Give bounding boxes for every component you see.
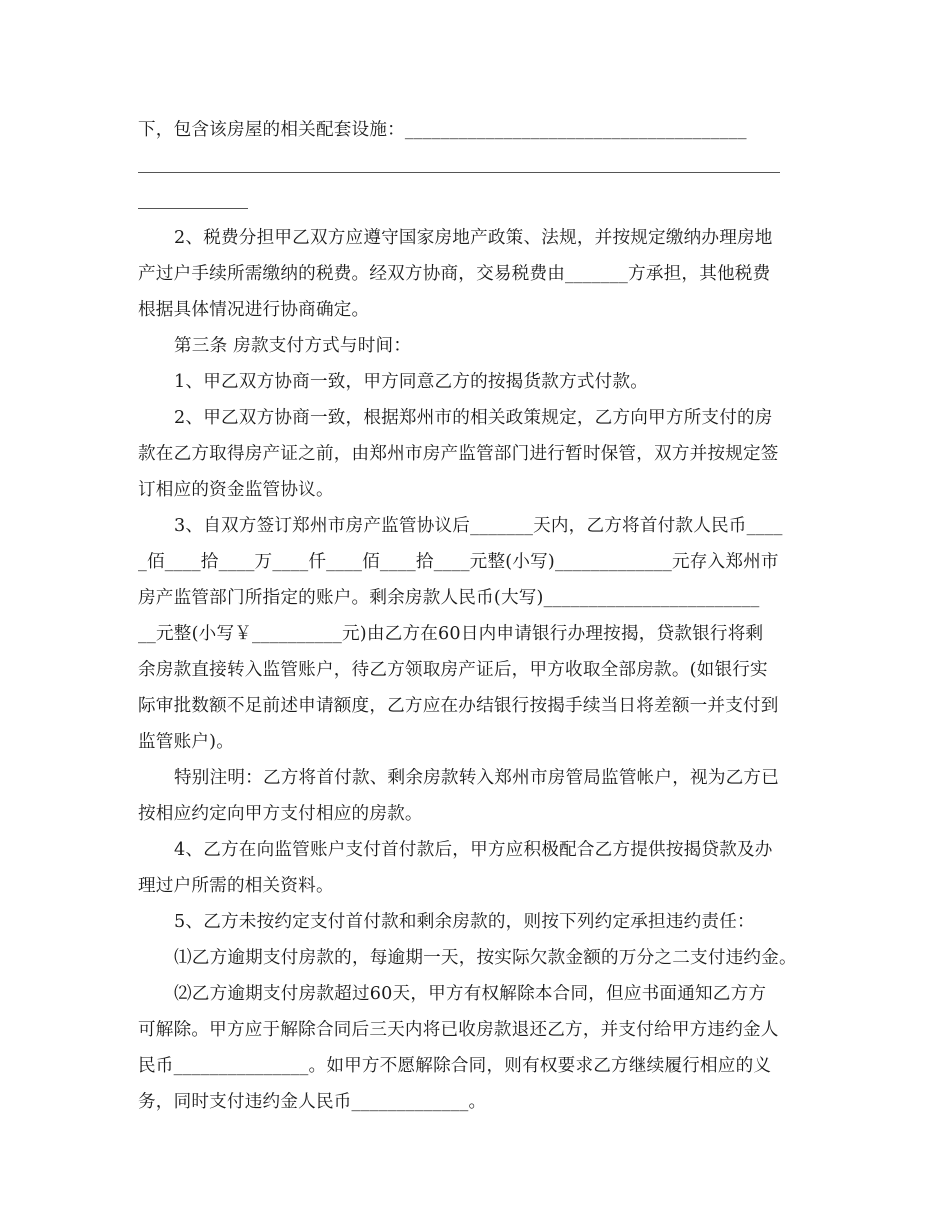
article-3-item-2-line-1: 2、甲乙双方协商一致，根据郑州市的相关政策规定，乙方向甲方所支付的房 <box>174 408 773 428</box>
article-3-heading: 第三条 房款支付方式与时间： <box>174 336 412 356</box>
clause-2-tax-line-1: 2、税费分担甲乙双方应遵守国家房地产政策、法规，并按规定缴纳办理房地 <box>174 228 773 248</box>
contract-page <box>138 112 818 1120</box>
special-note-line-2: 按相应约定向甲方支付相应的房款。 <box>138 804 423 824</box>
article-3-item-3-line-3: 房产监管部门所指定的账户。剩余房款人民币(大写)________________________ <box>138 588 760 608</box>
blank-underline-short <box>138 184 818 220</box>
article-3-item-2-line-3: 订相应的资金监管协议。 <box>138 480 334 500</box>
clause-2-tax-line-2: 产过户手续所需缴纳的税费。经双方协商，交易税费由_______方承担，其他税费 <box>138 264 771 284</box>
article-3-item-3-line-1: 3、自双方签订郑州市房产监管协议后_______天内，乙方将首付款人民币____ <box>174 516 783 536</box>
article-3-item-4-line-2: 理过户所需的相关资料。 <box>138 876 334 896</box>
clause-2-tax-line-3: 根据具体情况进行协商确定。 <box>138 300 370 320</box>
article-3-item-3-line-6: 际审批数额不足前述申请额度，乙方应在办结银行按揭手续当日将差额一并支付到 <box>138 696 779 716</box>
text-line: 下，包含该房屋的相关配套设施：______________________________________ <box>138 120 747 140</box>
article-3-item-3-line-4: __元整(小写￥__________元)由乙方在60日内申请银行办理按揭，贷款银行将剩 <box>138 624 764 644</box>
article-3-item-2-line-2: 款在乙方取得房产证之前，由郑州市房产监管部门进行暂时保管，双方并按规定签 <box>138 444 779 464</box>
article-3-item-3-line-5: 余房款直接转入监管账户，待乙方领取房产证后，甲方收取全部房款。(如银行实 <box>138 660 768 680</box>
article-3-item-4-line-1: 4、乙方在向监管账户支付首付款后，甲方应积极配合乙方提供按揭贷款及办 <box>174 840 773 860</box>
special-note-line-1: 特别注明：乙方将首付款、剩余房款转入郑州市房管局监管帐户，视为乙方已 <box>174 768 779 788</box>
item-5-sub-2-line-1: ⑵乙方逾期支付房款超过60天，甲方有权解除本合同，但应书面通知乙方方 <box>174 984 767 1004</box>
item-5-sub-2-line-2: 可解除。甲方应于解除合同后三天内将已收房款退还乙方，并支付给甲方违约金人 <box>138 1020 779 1040</box>
item-5-sub-2-line-3: 民币_______________。如甲方不愿解除合同，则有权要求乙方继续履行相应的义 <box>138 1056 772 1076</box>
blank-underline-full <box>138 148 818 184</box>
article-3-item-3-line-7: 监管账户)。 <box>138 732 235 752</box>
article-3-item-5: 5、乙方未按约定支付首付款和剩余房款的，则按下列约定承担违约责任： <box>174 912 755 932</box>
item-5-sub-2-line-4: 务，同时支付违约金人民币_____________。 <box>138 1092 487 1112</box>
item-5-sub-1: ⑴乙方逾期支付房款的，每逾期一天，按实际欠款金额的万分之二支付违约金。 <box>174 948 797 968</box>
article-3-item-3-line-2: _佰____拾____万____仟____佰____拾____元整(小写)_____________元存入郑州市 <box>138 552 779 572</box>
article-3-item-1: 1、甲乙双方协商一致，甲方同意乙方的按揭货款方式付款。 <box>174 372 649 392</box>
